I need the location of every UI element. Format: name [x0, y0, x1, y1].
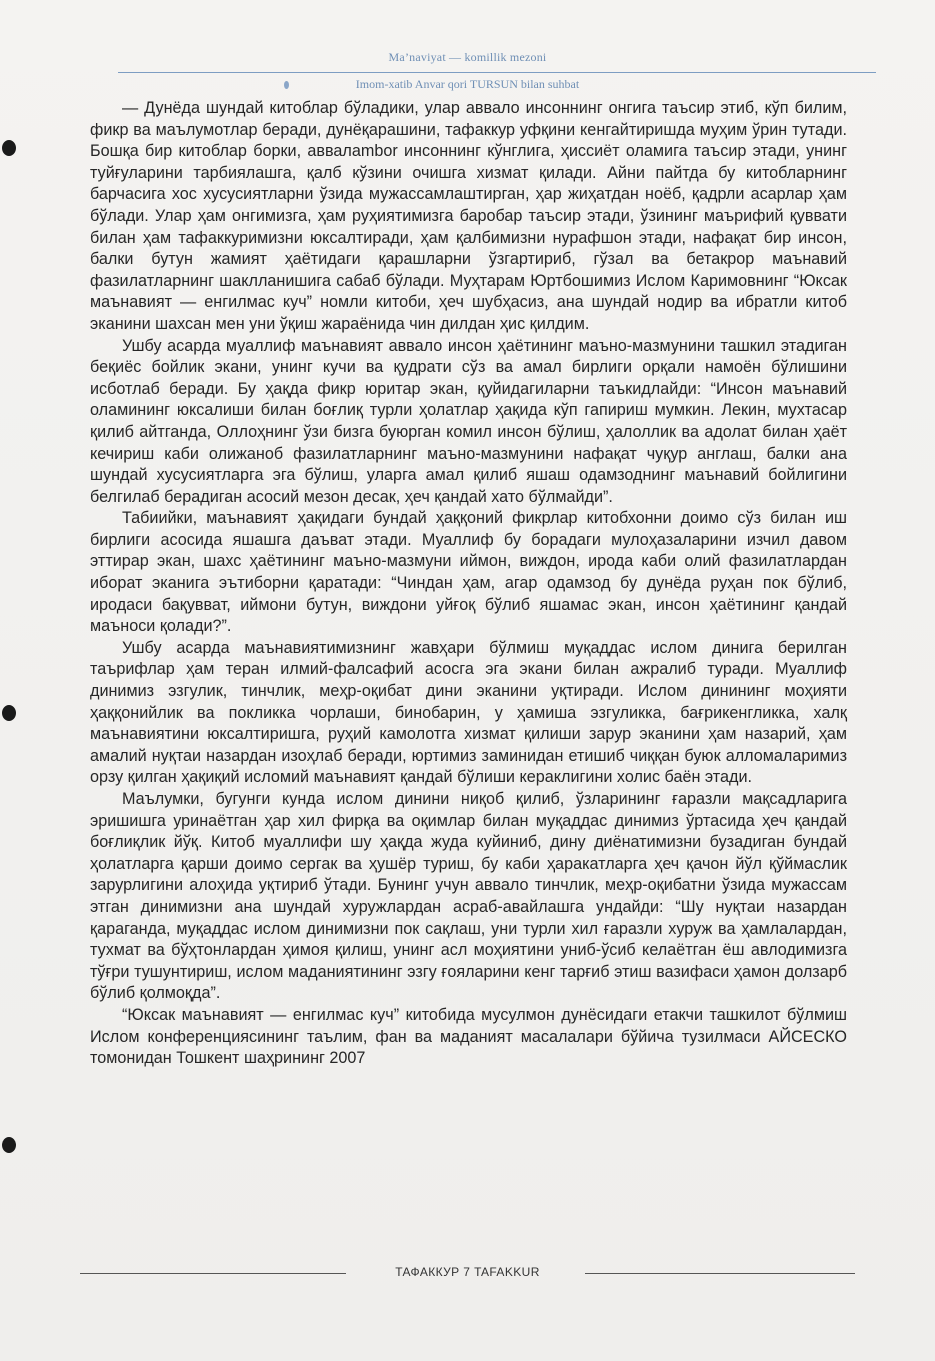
binder-hole-icon: [2, 705, 16, 721]
paragraph: Табиийки, маънавият ҳақидаги бундай ҳаққоний фикрлар китобхонни доимо сўз билан иш бирлиги асосида яшашга даъват этади. Муаллиф бу борадаги мулоҳазаларини изчил давом эттирар экан, шахс ҳаётининг маъно-мазмуни иймон, виждон, ирода каби олий фазилатлардан иборат эканига эътиборни қаратади: “Чиндан ҳам, агар одамзод бу дунёда руҳан пок бўлиб, иродаси бақувват, иймони бутун, виждони уйғоқ бўлиб яшамас экан, инсон ҳаётининг қандай маъноси қолади?”.: [90, 509, 847, 636]
header-subtitle: Imom-xatib Anvar qori TURSUN bilan suhbat: [355, 77, 580, 91]
binder-hole-icon: [2, 140, 16, 156]
binder-hole-icon: [2, 1137, 16, 1153]
footer-page-label: ТАФАККУР 7 TAFAKKUR: [395, 1265, 540, 1279]
paragraph: Ушбу асарда муаллиф маънавият аввало инсон ҳаётининг маъно-мазмунини ташкил этадиган беқиёс бойлик экани, унинг кучи ва қудрати сўз ва амал бирлиги орқали намоён бўлишини исботлаб беради. Бу ҳақда фикр юритар экан, қуйидагиларни таъкидлайди: “Инсон маънавий оламининг юксалиши билан боғлиқ турли ҳолатлар ҳақида кўп гапириш мумкин. Лекин, мухтасар қилиб айтганда, Оллоҳнинг ўзи бизга буюрган комил инсон бўлиш, ҳалоллик ва адолат билан ҳаёт кечириш каби олижаноб фазилатларнинг маъно-мазмунини нафақат чуқур англаш, балки ана шундай хусусиятларга эга бўлиш, уларга амал қилиб яшаш одамзоднинг маънавий бойлигини белгилаб берадиган асосий мезон десак, ҳеч қандай хато бўлмайди”.: [90, 336, 847, 506]
header-section-title: Ma’naviyat — komillik mezoni: [388, 50, 547, 64]
paragraph: Маълумки, бугунги кунда ислом динини ниқоб қилиб, ўзларининг ғаразли мақсадларига эришишга уринаётган ҳар хил фирқа ва оқимлар билан муқаддас динимиз ўртасида ҳеч қандай боғлиқлик йўқ. Китоб муаллифи шу ҳақда жуда куйиниб, дину диёнатимизни бузадиган бундай ҳолатларга қарши доимо сергак ва ҳушёр туриш, бу каби ҳаракатларга ҳеч қачон йўл қўймаслик зарурлигини алоҳида уқтириб ўтади. Бунинг учун аввало тинчлик, меҳр-оқибатни ўзида мужассам этган динимизни ана шундай хуружлардан асраб-авайлашга ундайди: “Шу нуқтаи назардан қараганда, муқаддас ислом динимизни пок сақлаш, уни турли хил ғаразли хуруж ва ҳамлалардан, тухмат ва бўҳтонлардан ҳимоя қилиш, унинг асл моҳиятини униб-ўсиб келаётган ёш авлодимизга тўғри тушунтириш, ислом маданиятининг эзгу ғояларини кенг тарғиб этиш вазифаси ҳамон долзарб бўлиб қолмоқда”.: [90, 790, 847, 1003]
header-rule: [118, 72, 876, 73]
footer-rule-right: [585, 1273, 855, 1274]
paragraph: Ушбу асарда маънавиятимизнинг жавҳари бўлмиш муқаддас ислом динига берилган таърифлар ҳам теран илмий-фалсафий асосга эга экани билан ажралиб туради. Муаллиф динимиз эзгулик, тинчлик, меҳр-оқибат дини эканини уқтиради. Ислом динининг моҳияти ҳаққонийлик ва покликка чорлаши, бинобарин, у ҳамиша эзгуликка, бағрикенгликка, халқ маънавиятини юксалтиришга, руҳий камолотга хизмат қилиши зарур эканини ҳам назарий, ҳам амалий нуқтаи назардан изоҳлаб беради, юртимиз заминидан етишиб чиққан буюк алломаларимиз орзу қилган ҳақиқий исломий маънавият қандай бўлиши кераклигини холис баён этади.: [90, 638, 847, 787]
paragraph: “Юксак маънавият — енгилмас куч” китобида мусулмон дунёсидаги етакчи ташкилот бўлмиш Ислом конференциясининг таълим, фан ва маданият масалалари бўйича тузилмаси АЙСЕСКО томонидан Тошкент шаҳрининг 2007: [90, 1005, 847, 1068]
article-body: [90, 98, 847, 1070]
page-footer: [80, 1261, 855, 1285]
paragraph: — Дунёда шундай китоблар бўладики, улар аввало инсоннинг онгига таъсир этиб, кўп билим, фикр ва маълумотлар беради, дунёқарашини, тафаккур уфқини кенгайтиришда муҳим ўрин тутади. Бошқа бир китоблар борки, аввалambor инсоннинг кўнглига, ҳиссиёт оламига таъсир этади, унинг туйғуларини тарбиялашга, қалб кўзини очишга хизмат қилади. Айни пайтда бу китобларнинг барчасига хос хусусиятларни ўзида мужассамлаштирган, ҳар жиҳатдан ноёб, қадрли асарлар ҳам бўлади. Улар ҳам онгимизга, ҳам руҳиятимизга баробар таъсир этади, ўзининг маърифий қуввати билан ҳам тафаккуримизни юксалтиради, ҳам қалбимизни нурафшон этади, нафақат бир инсон, балки бутун жамият ҳаётидаги қарашларни ўзгартириб, гўзал ва бетакрор маънавий фазилатларнинг шаклланишига сабаб бўлади. Муҳтарам Юртбошимиз Ислом Каримовнинг “Юксак маънавият — енгилмас куч” номли китоби, ҳеч шубҳасиз, ана шундай нодир ва ибратли китоб эканини шахсан мен уни ўқиш жараёнида чин дилдан ҳис қилдим.: [90, 99, 847, 333]
